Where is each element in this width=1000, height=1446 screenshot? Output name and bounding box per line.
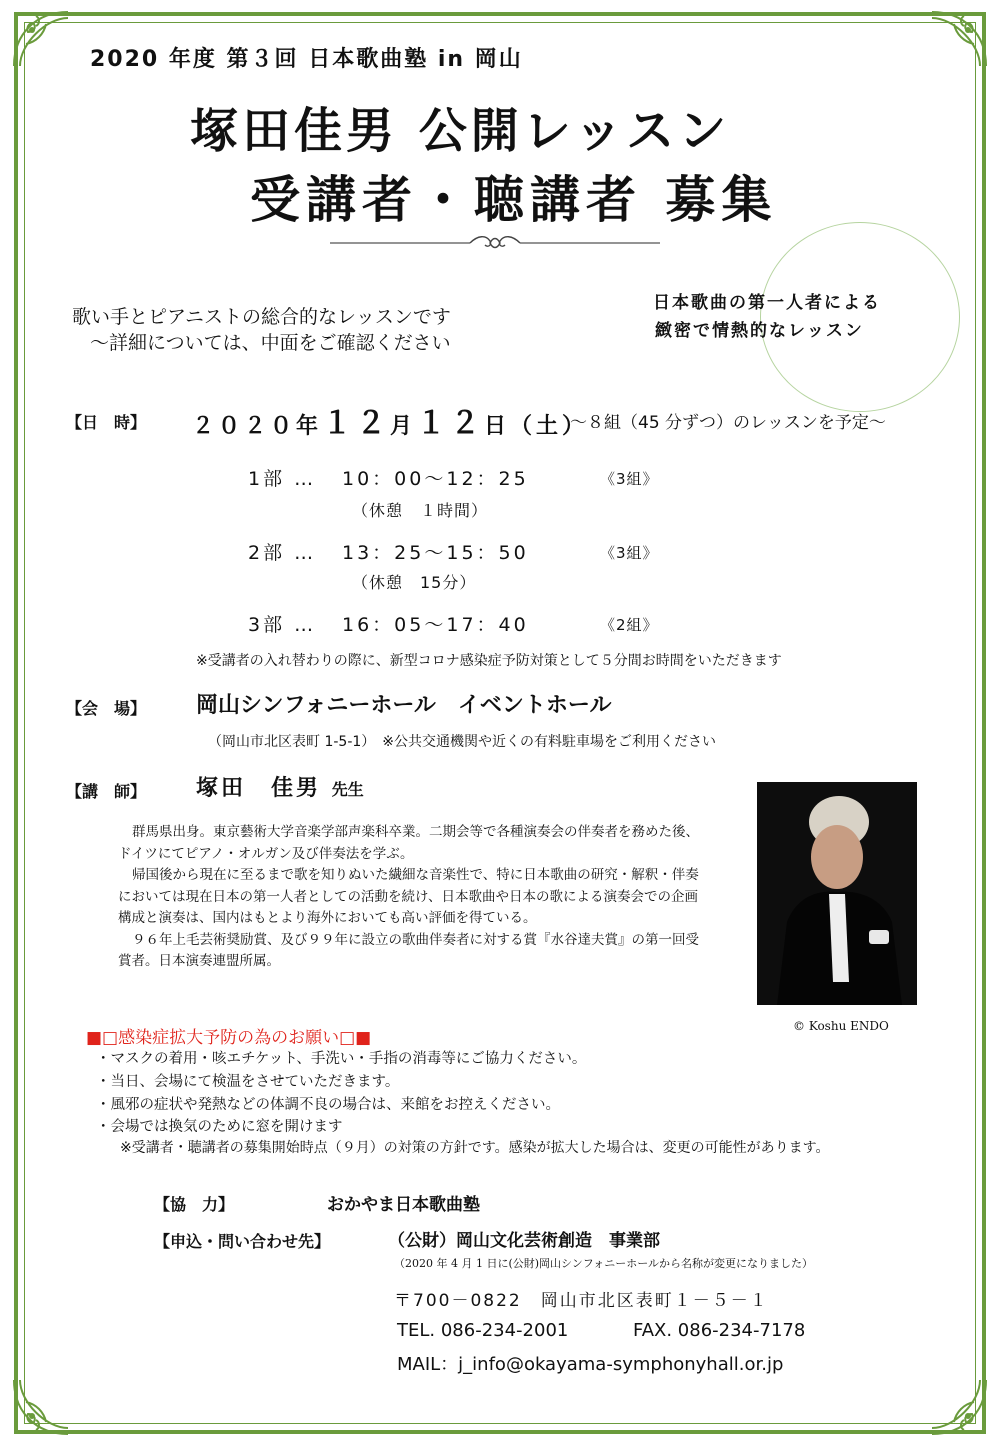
bio-paragraph: 帰国後から現在に至るまで歌を知りぬいた繊細な音楽性で、特に日本歌曲の研究・解釈・伴奏においては現在日本の第一人者としての活動を続け、日本歌曲や日本の歌による演奏会での企画構成と演奏は、国内はもとより海外においても高い評価を得ている。 [118, 867, 699, 926]
contact-fax: FAX. 086-234-7178 [633, 1320, 806, 1341]
schedule-rest: （休憩 15分） [352, 573, 477, 592]
photo-credit: © Koshu ENDO [793, 1019, 889, 1033]
date-note: 〜８組（45 分ずつ）のレッスンを予定〜 [570, 413, 886, 433]
date-year: ２０２０年 [192, 414, 323, 439]
intro-line2: 〜詳細については、中面をご確認ください [90, 332, 451, 354]
contact-email[interactable]: MAIL：j_info@okayama-symphonyhall.or.jp [397, 1354, 784, 1375]
date-day: １２ [416, 406, 485, 441]
contact-label: 【申込・問い合わせ先】 [154, 1232, 331, 1251]
corner-ornament-icon [6, 4, 76, 74]
page-title-line2: 受講者・聴講者 募集 [250, 170, 778, 229]
schedule-time: 16：05〜17：40 [342, 614, 529, 636]
notice-item: ・マスクの着用・咳エチケット、手洗い・手指の消毒等にご協力ください。 [96, 1051, 587, 1067]
schedule-groups: 《2組》 [600, 616, 659, 634]
schedule-part: 3部 … [248, 614, 317, 636]
schedule-groups: 《3組》 [600, 544, 659, 562]
teacher-photo [757, 782, 917, 1005]
date-month-unit: 月 [390, 414, 417, 439]
event-date [192, 398, 588, 442]
schedule-groups: 《3組》 [600, 470, 659, 488]
tagline-line1: 日本歌曲の第一人者による [653, 293, 881, 313]
schedule-time: 13：25〜15：50 [342, 542, 529, 564]
bio-paragraph: 群馬県出身。東京藝術大学音楽学部声楽科卒業。二期会等で各種演奏会の伴奏者を務めた後、ドイツにてピアノ・オルガン及び伴奏法を学ぶ。 [118, 824, 699, 862]
corner-ornament-icon [6, 1372, 76, 1442]
corner-ornament-icon [924, 4, 994, 74]
tagline-line2: 緻密で情熱的なレッスン [655, 321, 864, 341]
bio-paragraph: ９６年上毛芸術奨励賞、及び９９年に設立の歌曲伴奏者に対する賞『水谷達夫賞』の第一回受賞者。日本演奏連盟所属。 [118, 931, 699, 969]
date-month: １２ [322, 406, 391, 441]
teacher-name-text: 塚田 佳男 [196, 776, 322, 801]
corner-ornament-icon [924, 1372, 994, 1442]
date-day-unit: 日（土） [484, 414, 589, 439]
contact-tel: TEL. 086-234-2001 [397, 1320, 569, 1341]
ornamental-divider-icon [330, 233, 660, 253]
schedule-time: 10：00〜12：25 [342, 468, 529, 490]
page-title-line1: 塚田佳男 公開レッスン [190, 103, 731, 159]
teacher-name [196, 771, 364, 802]
cooperation-label: 【協 力】 [154, 1195, 235, 1214]
notice-item: ・当日、会場にて検温をさせていただきます。 [96, 1074, 400, 1090]
venue-name: 岡山シンフォニーホール イベントホール [196, 693, 612, 718]
contact-organization: （公財）岡山文化芸術創造 事業部 [388, 1231, 660, 1251]
teacher-label: 【講 師】 [66, 782, 147, 801]
event-subtitle: 2020 年度 第３回 日本歌曲塾 in 岡山 [90, 47, 523, 72]
cooperation-value: おかやま日本歌曲塾 [327, 1195, 480, 1215]
notice-item: ・風邪の症状や発熱などの体調不良の場合は、来館をお控えください。 [96, 1097, 560, 1113]
venue-label: 【会 場】 [66, 699, 147, 718]
contact-org-note: （2020 年 4 月 1 日に(公財)岡山シンフォニーホールから名称が変更になりました） [394, 1257, 814, 1270]
schedule-rest: （休憩 １時間） [352, 501, 489, 520]
schedule-covid-note: ※受講者の入れ替わりの際に、新型コロナ感染症予防対策として５分間お時間をいただきます [196, 653, 782, 669]
schedule-part: 2部 … [248, 542, 317, 564]
schedule-part: 1部 … [248, 468, 317, 490]
teacher-honorific: 先生 [331, 780, 364, 799]
intro-line1: 歌い手とピアニストの総合的なレッスンです [72, 306, 451, 328]
date-label: 【日 時】 [66, 413, 147, 432]
contact-postal-address: 〒700－0822 岡山市北区表町１－５－１ [394, 1291, 769, 1311]
venue-address: （岡山市北区表町 1-5-1） ※公共交通機関や近くの有料駐車場をご利用ください [208, 734, 717, 750]
notice-item: ・会場では換気のために窓を開けます [96, 1119, 343, 1135]
notice-title: ■□感染症拡大予防の為のお願い□■ [86, 1028, 372, 1048]
notice-footnote: ※受講者・聴講者の募集開始時点（９月）の対策の方針です。感染が拡大した場合は、変更の可能性があります。 [120, 1140, 830, 1156]
teacher-bio [118, 822, 708, 973]
